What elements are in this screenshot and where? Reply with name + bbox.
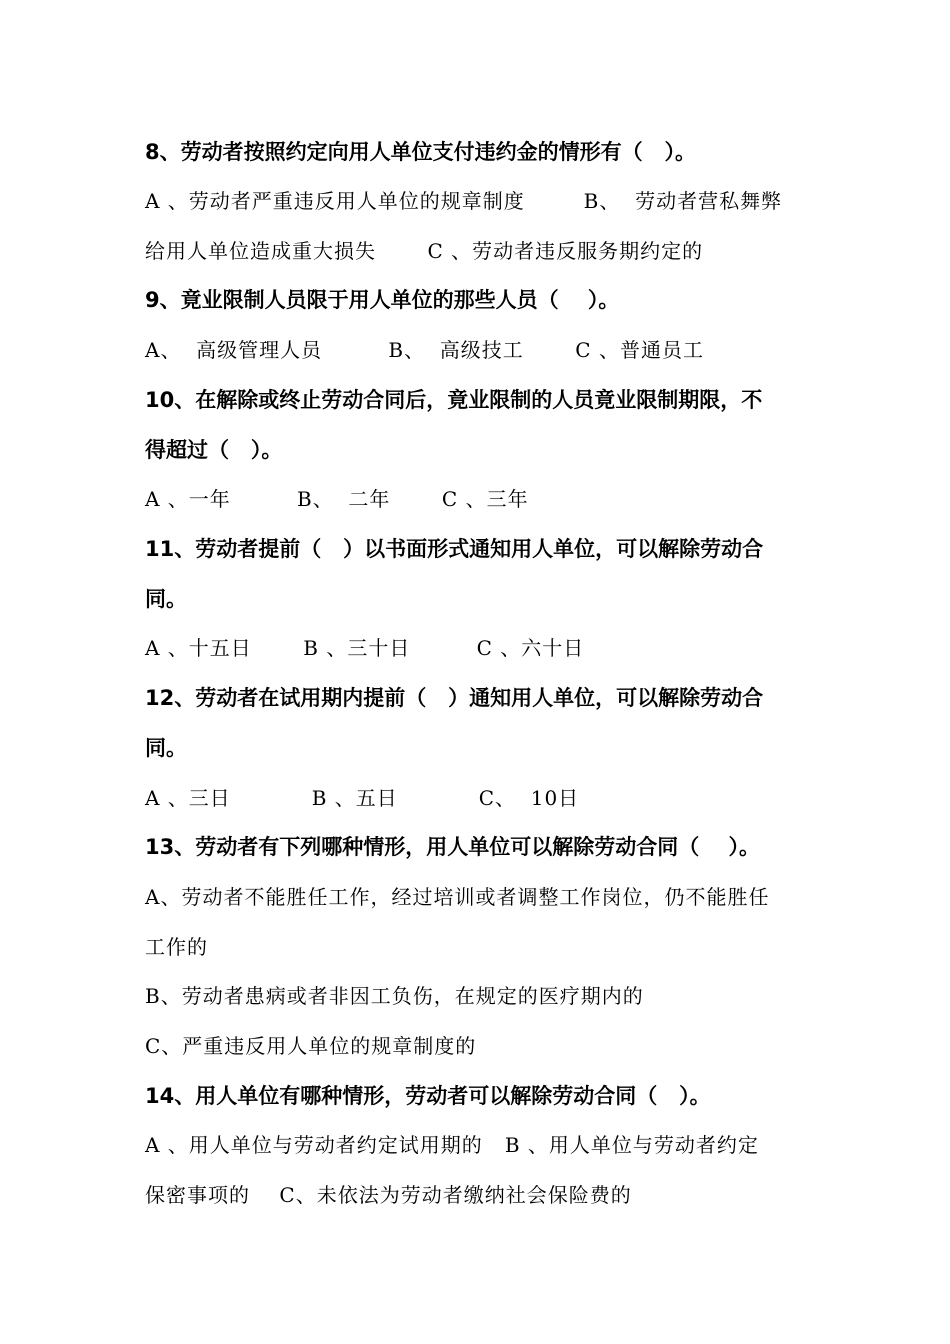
question-11-options: A 、十五日 B 、三十日 C 、六十日	[145, 636, 585, 660]
question-14: 14、用人单位有哪种情形，劳动者可以解除劳动合同（ ）。	[145, 1084, 711, 1108]
question-9-options: A、 高级管理人员 B、 高级技工 C 、普通员工	[145, 338, 704, 362]
question-9: 9、竟业限制人员限于用人单位的那些人员（ ）。	[145, 288, 620, 312]
question-13-option-a: A、劳动者不能胜任工作，经过培训或者调整工作岗位，仍不能胜任	[145, 885, 770, 909]
question-11-cont: 同。	[145, 587, 187, 611]
question-13-option-b: B、劳动者患病或者非因工负伤，在规定的医疗期内的	[145, 984, 644, 1008]
question-13-option-a-cont: 工作的	[145, 935, 208, 959]
question-10-options: A 、一年 B、 二年 C 、三年	[145, 487, 529, 511]
question-8: 8、劳动者按照约定向用人单位支付违约金的情形有（ ）。	[145, 140, 697, 164]
question-14-options-cont: 保密事项的 C、未依法为劳动者缴纳社会保险费的	[145, 1183, 632, 1207]
question-12: 12、劳动者在试用期内提前（ ）通知用人单位，可以解除劳动合	[145, 686, 764, 710]
question-8-options-cont: 给用人单位造成重大损失 C 、劳动者违反服务期约定的	[145, 239, 704, 263]
question-12-cont: 同。	[145, 736, 187, 760]
question-10-cont: 得超过（ ）。	[145, 438, 283, 462]
question-13-option-c: C、严重违反用人单位的规章制度的	[145, 1034, 477, 1058]
question-13: 13、劳动者有下列哪种情形，用人单位可以解除劳动合同（ ）。	[145, 835, 760, 859]
question-14-options: A 、用人单位与劳动者约定试用期的 B 、用人单位与劳动者约定	[145, 1133, 759, 1157]
question-11: 11、劳动者提前（ ）以书面形式通知用人单位，可以解除劳动合	[145, 537, 764, 561]
question-8-options: A 、劳动者严重违反用人单位的规章制度 B、 劳动者营私舞弊	[145, 189, 783, 213]
question-12-options: A 、三日 B 、五日 C、 10日	[145, 786, 580, 810]
question-10: 10、在解除或终止劳动合同后，竟业限制的人员竟业限制期限，不	[145, 388, 763, 412]
